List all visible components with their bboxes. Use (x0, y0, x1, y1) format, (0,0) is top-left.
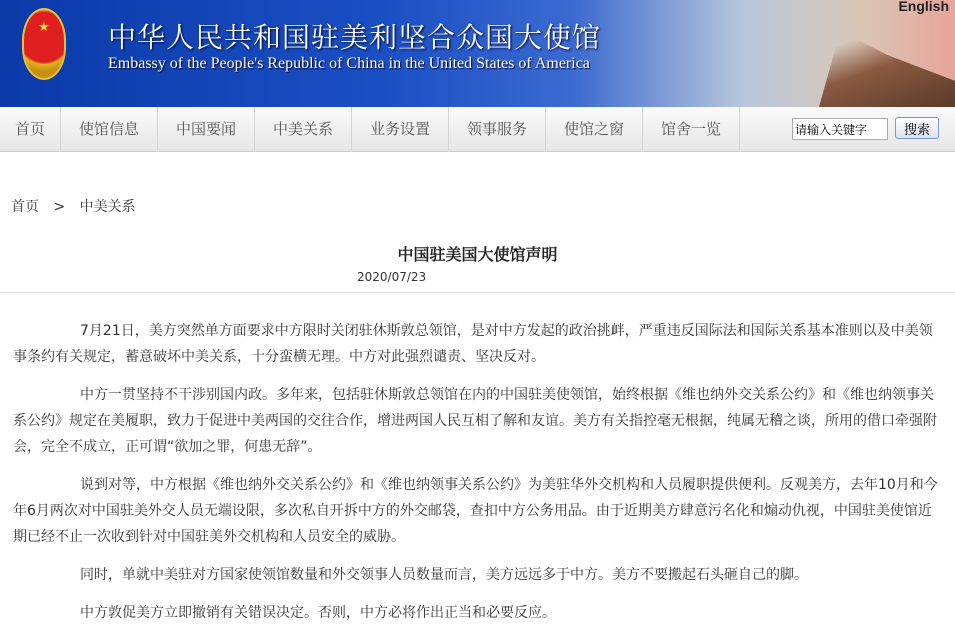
main-nav (0, 107, 955, 152)
divider (0, 292, 955, 293)
breadcrumb (11, 196, 146, 216)
breadcrumb-separator: > (53, 199, 66, 215)
national-emblem-logo[interactable] (22, 8, 66, 80)
search-button[interactable]: 搜索 (895, 117, 939, 139)
breadcrumb-current[interactable]: 中美关系 (79, 199, 136, 215)
nav-item-premises[interactable]: 馆舍一览 (643, 107, 740, 152)
article-paragraph: 中方敦促美方立即撤销有关错误决定。否则，中方必将作出正当和必要反应。 (80, 605, 556, 621)
site-title-en: Embassy of the People's Republic of China in the United States of America (108, 55, 590, 72)
article-paragraph: 说到对等，中方根据《维也纳外交关系公约》和《维也纳领事关系公约》为美驻华外交机构和人员履职提供便利。反观美方，去年10月和今年6月两次对中国驻美外交人员无端设限，多次私自开拆中方的外交邮袋，查扣中方公务用品。由于近期美方肆意污名化和煽动仇视，中国驻美使馆近期已经不止一次收到针对中国驻美外交机构和人员安全的威胁。 (13, 477, 938, 545)
site-banner (0, 0, 955, 107)
nav-item-embassy-window[interactable]: 使馆之窗 (546, 107, 643, 152)
nav-item-china-news[interactable]: 中国要闻 (158, 107, 255, 152)
great-wall-image (785, 20, 955, 107)
article-paragraph: 同时，单就中美驻对方国家使领馆数量和外交领事人员数量而言，美方远远多于中方。美方不要搬起石头砸自己的脚。 (80, 567, 808, 583)
english-link[interactable]: English (898, 0, 949, 14)
emblem-star: ★ (38, 20, 50, 35)
article-paragraph: 7月21日，美方突然单方面要求中方限时关闭驻休斯敦总领馆，是对中方发起的政治挑衅，严重违反国际法和国际关系基本准则以及中美领事条约有关规定，蓄意破坏中美关系，十分蛮横无理。中方对此强烈谴责、坚决反对。 (13, 323, 933, 365)
nav-item-embassy-info[interactable]: 使馆信息 (61, 107, 158, 152)
site-title-cn: 中华人民共和国驻美利坚合众国大使馆 (108, 21, 602, 54)
article-paragraph: 中方一贯坚持不干涉别国内政。多年来，包括驻休斯敦总领馆在内的中国驻美使领馆，始终根据《维也纳外交关系公约》和《维也纳领事关系公约》规定在美履职，致力于促进中美两国的交往合作，增进两国人民互相了解和友谊。美方有关指控毫无根据，纯属无稽之谈，所用的借口牵强附会，完全不成立，正可谓“欲加之罪，何患无辞”。 (13, 387, 937, 455)
article-date: 2020/07/23 (357, 270, 427, 284)
breadcrumb-home[interactable]: 首页 (11, 199, 39, 215)
article-body (13, 318, 943, 638)
nav-item-home[interactable]: 首页 (0, 107, 61, 152)
search-input[interactable] (792, 118, 888, 140)
nav-item-consular[interactable]: 领事服务 (449, 107, 546, 152)
article-title: 中国驻美国大使馆声明 (397, 245, 558, 264)
nav-item-business[interactable]: 业务设置 (352, 107, 449, 152)
nav-item-china-us-relations[interactable]: 中美关系 (255, 107, 352, 152)
